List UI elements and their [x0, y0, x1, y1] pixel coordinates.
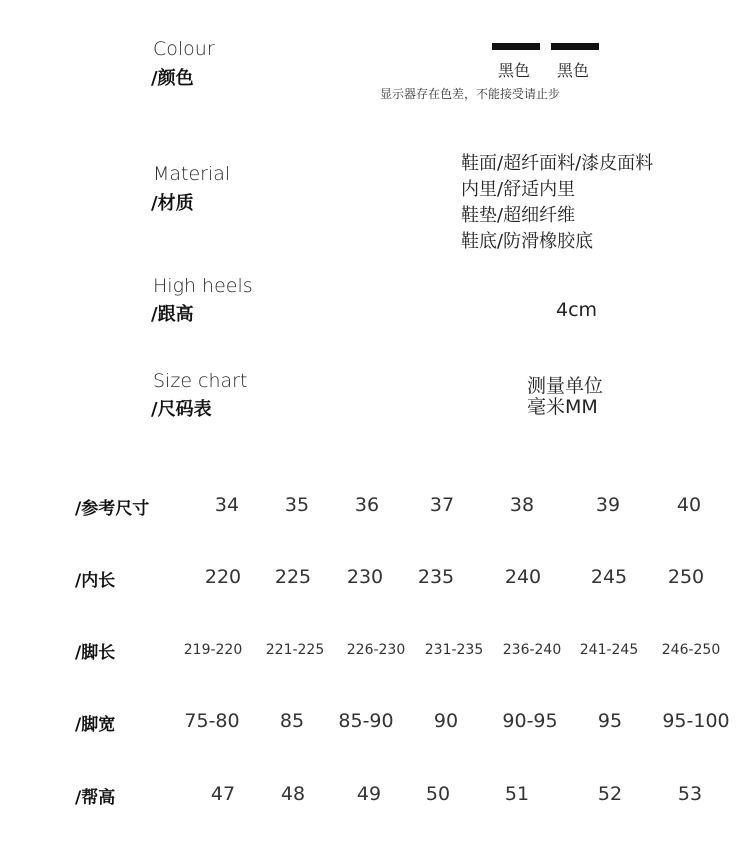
table-cell: 52: [597, 783, 623, 805]
heels-label-cn: /跟高: [151, 304, 194, 325]
table-cell: 245: [590, 566, 628, 588]
table-cell: 221-225: [265, 642, 325, 658]
table-cell: 37: [429, 494, 455, 516]
table-cell: 231-235: [424, 642, 484, 658]
table-cell: 226-230: [346, 642, 406, 658]
colour-note: 显示器存在色差，不能接受请止步: [380, 87, 561, 101]
colour-swatch-label-2: 黑色: [557, 61, 590, 80]
table-cell: 47: [210, 783, 236, 805]
size-unit-line: 测量单位: [527, 375, 604, 397]
material-label-en: Material: [153, 163, 231, 185]
colour-label-en: Colour: [153, 38, 215, 60]
table-cell: 40: [676, 494, 702, 516]
table-cell: 95-100: [662, 710, 730, 732]
table-cell: 90-95: [502, 710, 558, 732]
table-cell: 246-250: [661, 642, 721, 658]
size-chart-label-cn: /尺码表: [151, 399, 212, 420]
table-cell: 250: [667, 566, 705, 588]
material-line: 鞋底/防滑橡胶底: [461, 231, 594, 252]
table-cell: 236-240: [502, 642, 562, 658]
table-cell: 220: [204, 566, 242, 588]
table-cell: 85: [279, 710, 305, 732]
table-cell: 51: [504, 783, 530, 805]
heels-label-en: High heels: [153, 275, 253, 297]
table-cell: 219-220: [183, 642, 243, 658]
table-cell: 90: [433, 710, 459, 732]
material-label-cn: /材质: [151, 193, 194, 214]
material-line: 鞋面/超纤面料/漆皮面料: [461, 153, 654, 174]
material-line: 鞋垫/超细纤维: [461, 205, 576, 226]
colour-swatch-2[interactable]: [551, 43, 599, 50]
size-unit-line: 毫米MM: [527, 396, 598, 418]
table-cell: 36: [354, 494, 380, 516]
size-chart-label-en: Size chart: [153, 370, 248, 392]
table-cell: 34: [214, 494, 240, 516]
table-cell: 35: [284, 494, 310, 516]
heels-value: 4cm: [556, 299, 598, 321]
table-cell: 241-245: [579, 642, 639, 658]
table-cell: 85-90: [338, 710, 394, 732]
table-row-label: /脚长: [75, 643, 116, 663]
table-row-label: /帮高: [75, 788, 116, 808]
table-cell: 48: [280, 783, 306, 805]
table-cell: 225: [274, 566, 312, 588]
table-row-label: /内长: [75, 571, 116, 591]
table-cell: 50: [425, 783, 451, 805]
colour-swatch-1[interactable]: [492, 43, 540, 50]
colour-swatch-label-1: 黑色: [498, 61, 531, 80]
table-cell: 95: [597, 710, 623, 732]
material-line: 内里/舒适内里: [461, 179, 576, 200]
table-cell: 75-80: [184, 710, 240, 732]
table-cell: 38: [509, 494, 535, 516]
table-cell: 39: [595, 494, 621, 516]
table-row-label: /脚宽: [75, 715, 116, 735]
table-row-label: /参考尺寸: [75, 499, 150, 519]
table-cell: 230: [346, 566, 384, 588]
table-cell: 235: [417, 566, 455, 588]
colour-label-cn: /颜色: [151, 68, 194, 89]
table-cell: 49: [356, 783, 382, 805]
table-cell: 240: [504, 566, 542, 588]
table-cell: 53: [677, 783, 703, 805]
